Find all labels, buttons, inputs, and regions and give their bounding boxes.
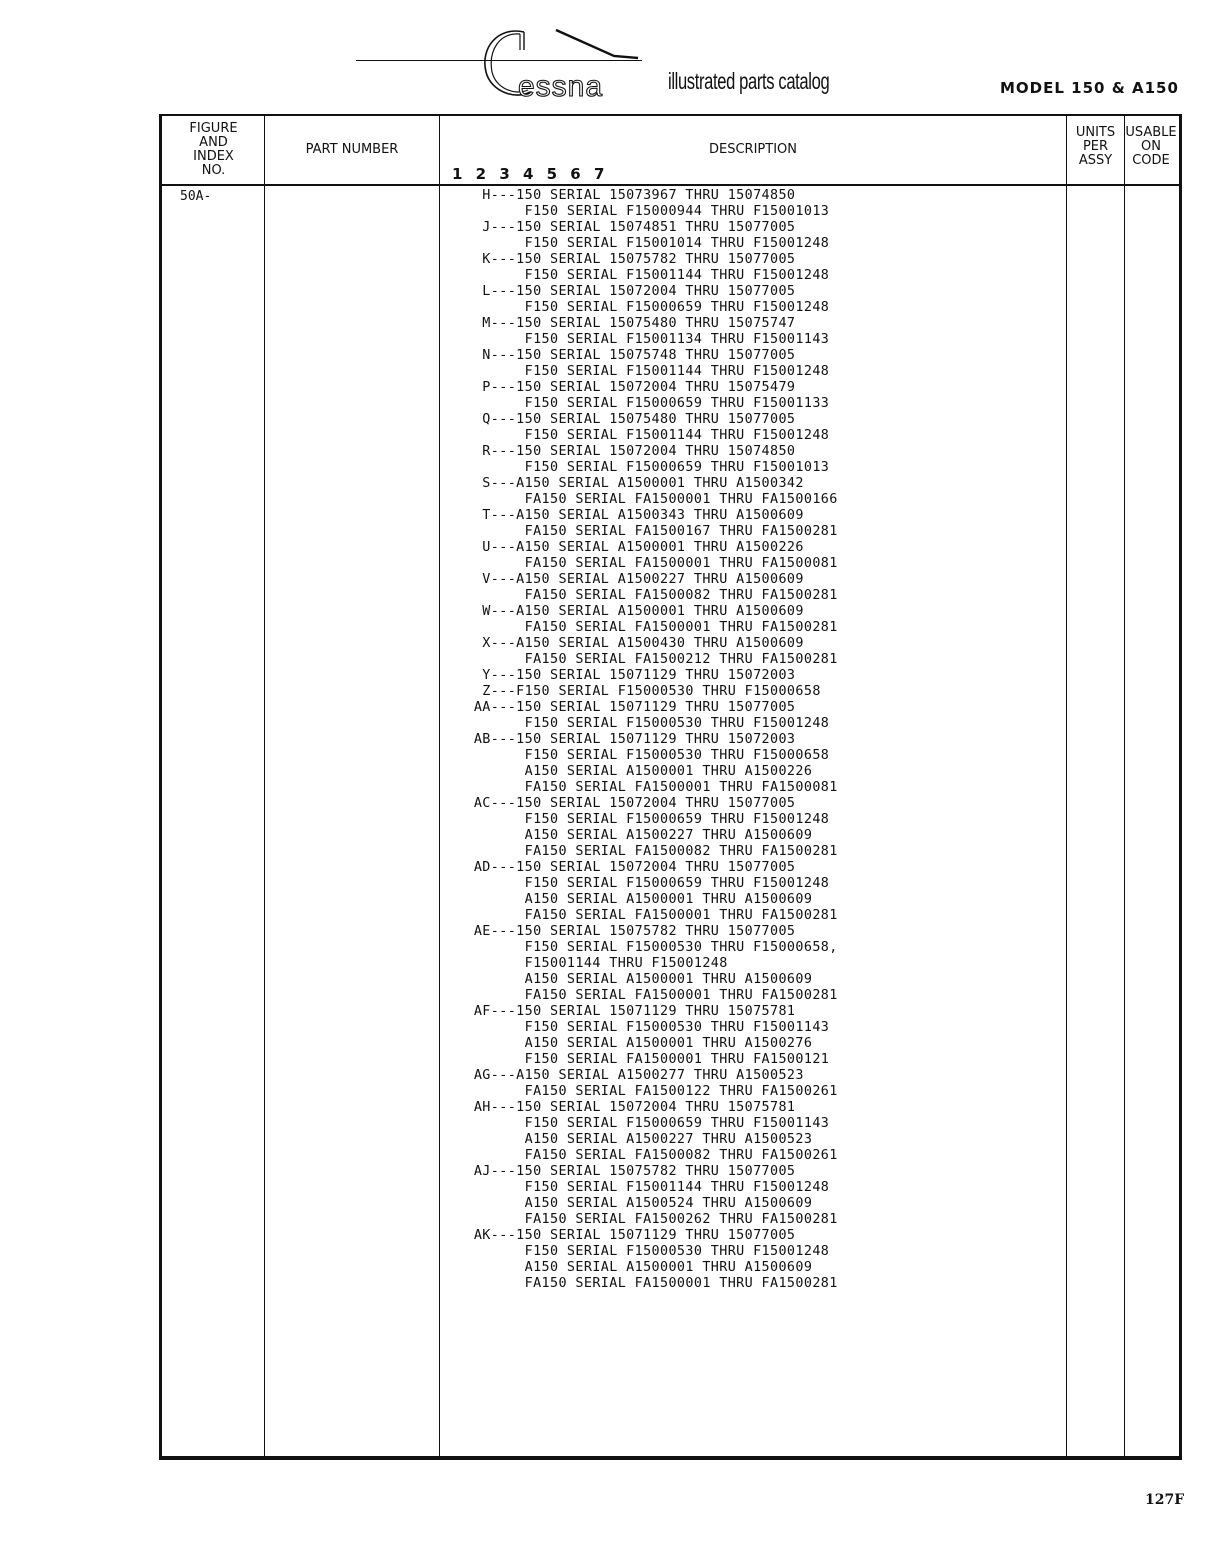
description-line: AD---150 SERIAL 15072004 THRU 15077005: [440, 860, 796, 875]
description-line: F15001144 THRU F15001248: [440, 956, 728, 971]
description-line: F150 SERIAL F15000530 THRU F15001143: [440, 1020, 830, 1035]
description-line: F150 SERIAL F15001144 THRU F15001248: [440, 364, 830, 379]
description-line: FA150 SERIAL FA1500167 THRU FA1500281: [440, 524, 838, 539]
description-line: AG---A150 SERIAL A1500277 THRU A1500523: [440, 1068, 804, 1083]
description-line: FA150 SERIAL FA1500001 THRU FA1500281: [440, 908, 838, 923]
description-line: P---150 SERIAL 15072004 THRU 15075479: [440, 380, 796, 395]
description-line: F150 SERIAL F15000659 THRU F15001248: [440, 812, 830, 827]
description-line: W---A150 SERIAL A1500001 THRU A1500609: [440, 604, 804, 619]
description-line: Q---150 SERIAL 15075480 THRU 15077005: [440, 412, 796, 427]
description-line: F150 SERIAL F15000659 THRU F15001013: [440, 460, 830, 475]
description-line: FA150 SERIAL FA1500001 THRU FA1500281: [440, 988, 838, 1003]
description-line: F150 SERIAL F15000530 THRU F15001248: [440, 1244, 830, 1259]
header-separator: [159, 184, 1182, 186]
description-line: F150 SERIAL F15001014 THRU F15001248: [440, 236, 830, 251]
description-line: F150 SERIAL F15001134 THRU F15001143: [440, 332, 830, 347]
description-line: A150 SERIAL A1500001 THRU A1500226: [440, 764, 813, 779]
description-line: J---150 SERIAL 15074851 THRU 15077005: [440, 220, 796, 235]
description-line: U---A150 SERIAL A1500001 THRU A1500226: [440, 540, 804, 555]
col-header-part-number: PART NUMBER: [305, 142, 399, 157]
description-line: F150 SERIAL F15000944 THRU F15001013: [440, 204, 830, 219]
description-line: A150 SERIAL A1500001 THRU A1500609: [440, 1260, 813, 1275]
col-header-units: UNITS PER ASSY: [1075, 125, 1116, 168]
description-line: F150 SERIAL F15001144 THRU F15001248: [440, 428, 830, 443]
description-line: L---150 SERIAL 15072004 THRU 15077005: [440, 284, 796, 299]
description-line: FA150 SERIAL FA1500262 THRU FA1500281: [440, 1212, 838, 1227]
description-line: A150 SERIAL A1500227 THRU A1500523: [440, 1132, 813, 1147]
figure-index-number: 50A-: [180, 189, 212, 204]
description-line: FA150 SERIAL FA1500082 THRU FA1500281: [440, 588, 838, 603]
cessna-logo: [478, 20, 658, 100]
description-line: X---A150 SERIAL A1500430 THRU A1500609: [440, 636, 804, 651]
description-line: FA150 SERIAL FA1500001 THRU FA1500081: [440, 780, 838, 795]
column-divider: [1124, 114, 1125, 1460]
description-line: AC---150 SERIAL 15072004 THRU 15077005: [440, 796, 796, 811]
description-line: F150 SERIAL F15000530 THRU F15000658: [440, 748, 830, 763]
description-line: S---A150 SERIAL A1500001 THRU A1500342: [440, 476, 804, 491]
description-line: FA150 SERIAL FA1500001 THRU FA1500081: [440, 556, 838, 571]
description-line: AJ---150 SERIAL 15075782 THRU 15077005: [440, 1164, 796, 1179]
model-title: MODEL 150 & A150: [1000, 79, 1179, 97]
description-list: [440, 188, 838, 1292]
description-line: AF---150 SERIAL 15071129 THRU 15075781: [440, 1004, 796, 1019]
description-line: F150 SERIAL F15000659 THRU F15001248: [440, 300, 830, 315]
description-line: H---150 SERIAL 15073967 THRU 15074850: [440, 188, 796, 203]
description-line: F150 SERIAL F15000530 THRU F15000658,: [440, 940, 838, 955]
col-header-description: DESCRIPTION: [709, 142, 797, 157]
description-line: AE---150 SERIAL 15075782 THRU 15077005: [440, 924, 796, 939]
description-line: F150 SERIAL F15000659 THRU F15001143: [440, 1116, 830, 1131]
description-line: V---A150 SERIAL A1500227 THRU A1500609: [440, 572, 804, 587]
column-divider: [264, 114, 265, 1460]
description-line: FA150 SERIAL FA1500082 THRU FA1500261: [440, 1148, 838, 1163]
description-line: AH---150 SERIAL 15072004 THRU 15075781: [440, 1100, 796, 1115]
description-line: A150 SERIAL A1500001 THRU A1500609: [440, 972, 813, 987]
description-line: FA150 SERIAL FA1500001 THRU FA1500281: [440, 1276, 838, 1291]
catalog-title: illustrated parts catalog: [668, 68, 830, 94]
description-line: N---150 SERIAL 15075748 THRU 15077005: [440, 348, 796, 363]
description-line: F150 SERIAL F15000659 THRU F15001248: [440, 876, 830, 891]
description-line: FA150 SERIAL FA1500001 THRU FA1500166: [440, 492, 838, 507]
svg-text:essna: essna: [518, 70, 604, 100]
description-line: A150 SERIAL A1500524 THRU A1500609: [440, 1196, 813, 1211]
col-header-usable: USABLE ON CODE: [1125, 125, 1177, 168]
description-line: R---150 SERIAL 15072004 THRU 15074850: [440, 444, 796, 459]
description-line: F150 SERIAL F15000530 THRU F15001248: [440, 716, 830, 731]
description-line: FA150 SERIAL FA1500082 THRU FA1500281: [440, 844, 838, 859]
col-header-figure: FIGURE AND INDEX NO.: [189, 121, 238, 178]
description-line: A150 SERIAL A1500227 THRU A1500609: [440, 828, 813, 843]
column-divider: [1066, 114, 1067, 1460]
description-line: FA150 SERIAL FA1500001 THRU FA1500281: [440, 620, 838, 635]
description-line: Z---F150 SERIAL F15000530 THRU F15000658: [440, 684, 821, 699]
description-line: A150 SERIAL A1500001 THRU A1500609: [440, 892, 813, 907]
description-line: AB---150 SERIAL 15071129 THRU 15072003: [440, 732, 796, 747]
description-line: AA---150 SERIAL 15071129 THRU 15077005: [440, 700, 796, 715]
description-line: F150 SERIAL F15001144 THRU F15001248: [440, 1180, 830, 1195]
description-line: K---150 SERIAL 15075782 THRU 15077005: [440, 252, 796, 267]
page-number: 127F: [1145, 1492, 1185, 1508]
description-line: F150 SERIAL F15001144 THRU F15001248: [440, 268, 830, 283]
description-line: FA150 SERIAL FA1500122 THRU FA1500261: [440, 1084, 838, 1099]
indent-level-digits: 1 2 3 4 5 6 7: [452, 165, 609, 183]
description-line: A150 SERIAL A1500001 THRU A1500276: [440, 1036, 813, 1051]
description-line: M---150 SERIAL 15075480 THRU 15075747: [440, 316, 796, 331]
description-line: FA150 SERIAL FA1500212 THRU FA1500281: [440, 652, 838, 667]
description-line: F150 SERIAL F15000659 THRU F15001133: [440, 396, 830, 411]
description-line: AK---150 SERIAL 15071129 THRU 15077005: [440, 1228, 796, 1243]
description-line: F150 SERIAL FA1500001 THRU FA1500121: [440, 1052, 830, 1067]
description-line: Y---150 SERIAL 15071129 THRU 15072003: [440, 668, 796, 683]
description-line: T---A150 SERIAL A1500343 THRU A1500609: [440, 508, 804, 523]
